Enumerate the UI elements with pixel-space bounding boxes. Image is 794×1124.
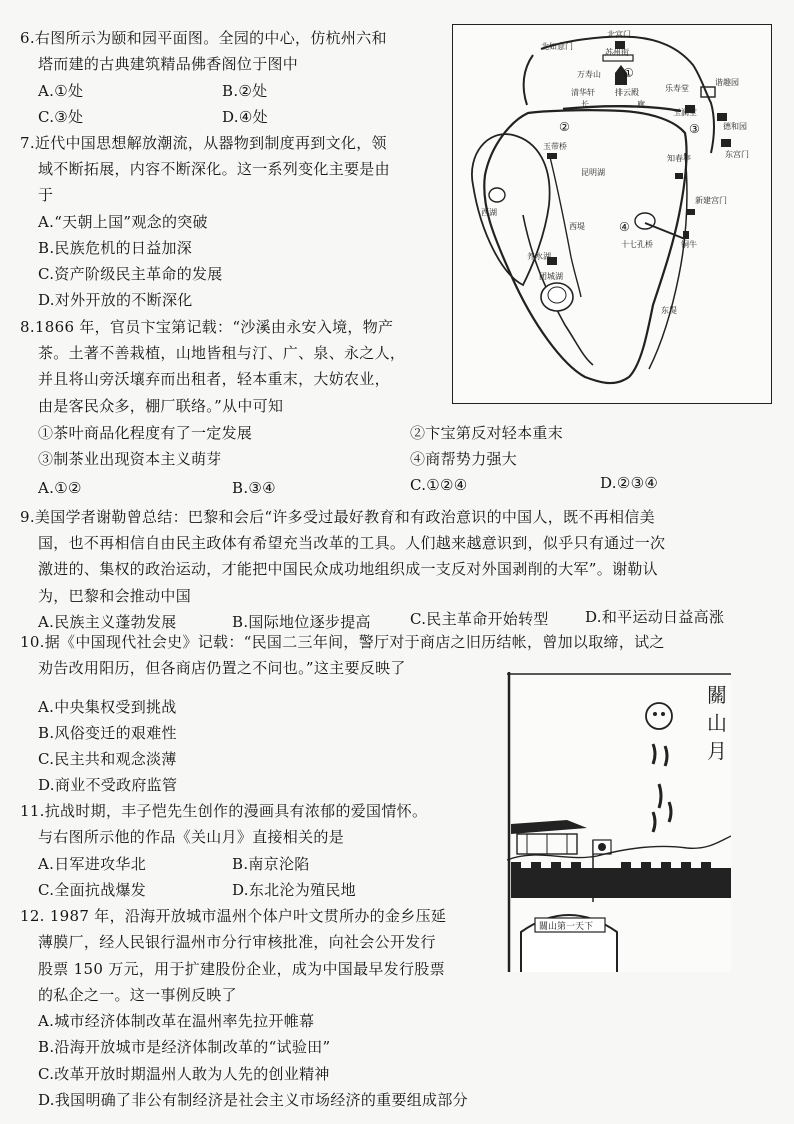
label-yudaiqiao: 玉带桥 <box>543 142 567 151</box>
q10-stem-line2: 劝告改用阳历，但各商店仍置之不问也。”这主要反映了 <box>38 659 406 677</box>
q8-stem-line4: 由是客民众多，棚厂联络。”从中可知 <box>38 397 284 415</box>
q9-stem-line2: 国，也不再相信自由民主政体有希望充当改革的工具。人们越来越意识到，似乎只有通过一次 <box>38 534 666 552</box>
q10-stem-line1: 10.据《中国现代社会史》记载：“民国二三年间，警厅对于商店之旧历结帐，曾加以取缔，试之 <box>20 633 665 651</box>
label-leshoutang: 乐寿堂 <box>665 84 689 93</box>
q9-stem-line1: 9.美国学者谢勒曾总结：巴黎和会后“许多受过最好教育和有政治意识的中国人，既不再相信美 <box>20 508 655 526</box>
moon-eye-left <box>653 712 657 716</box>
label-yangshuihu: 养水湖 <box>527 252 551 261</box>
label-tuanchenghu: 团城湖 <box>539 272 563 281</box>
moon-tear-2 <box>665 746 667 766</box>
q7-stem-line3: 于 <box>38 186 54 204</box>
label-paiyundian: 排云殿 <box>615 88 639 97</box>
q8-statement-3: ③制茶业出现资本主义萌芽 <box>38 450 222 468</box>
label-kunminghu: 昆明湖 <box>581 168 605 177</box>
crenel-9 <box>701 862 711 870</box>
label-yulantang: 玉澜堂 <box>673 108 697 117</box>
q6-stem-line2: 塔而建的古典建筑精品佛香阁位于图中 <box>38 55 299 73</box>
tongniu-mark <box>683 231 689 239</box>
q6-stem-line1: 6.右图所示为颐和园平面图。全园的中心，仿杭州六和 <box>20 29 387 47</box>
crenel-5 <box>621 862 631 870</box>
label-lang: 廊 <box>637 100 645 109</box>
label-tongniu: 铜牛 <box>681 240 697 249</box>
q9-option-d: D.和平运动日益高涨 <box>585 608 725 626</box>
label-qinghuaxuan: 清华轩 <box>571 88 595 97</box>
summer-palace-map-drawing <box>453 25 771 403</box>
q11-option-c: C.全面抗战爆发 <box>38 881 147 899</box>
q8-statement-2: ②卞宝第反对轻本重末 <box>410 424 564 442</box>
moon-icon <box>646 703 672 729</box>
seventeen-arch-bridge <box>645 223 685 239</box>
q9-option-b: B.国际地位逐步提高 <box>232 613 371 631</box>
kunming-lake-outline <box>484 110 686 383</box>
moon-tear-3 <box>659 784 661 808</box>
zhichunting-mark <box>675 173 683 179</box>
label-xidi: 西堤 <box>569 222 585 231</box>
q6-option-b: B.②处 <box>222 82 268 100</box>
q7-option-a: A.“天朝上国”观念的突破 <box>38 213 208 231</box>
q10-option-b: B.风俗变迁的艰难性 <box>38 724 177 742</box>
q11-option-b: B.南京沦陷 <box>232 855 310 873</box>
label-deheyuan: 德和园 <box>723 122 747 131</box>
moon-tear-1 <box>653 744 655 764</box>
q9-stem-line3: 激进的、集权的政治运动，才能把中国民众成功地组织成一支反对外国剥削的大军”。谢勒认 <box>38 560 658 578</box>
label-xiequyuan: 谐趣园 <box>715 78 739 87</box>
label-zhang: 长 <box>581 100 589 109</box>
q12-option-d: D.我国明确了非公有制经济是社会主义市场经济的重要组成部分 <box>38 1091 468 1109</box>
label-donggongmen: 东宫门 <box>725 150 749 159</box>
marker-2: ② <box>559 120 570 134</box>
guanshanyue-cartoon <box>507 672 731 972</box>
label-zhichunting: 知春亭 <box>667 154 691 163</box>
q11-stem-line1: 11.抗战时期，丰子恺先生创作的漫画具有浓郁的爱国情怀。 <box>20 802 428 820</box>
q7-option-c: C.资产阶级民主革命的发展 <box>38 265 223 283</box>
great-wall-band <box>511 868 731 898</box>
moon-tear-4 <box>669 802 671 822</box>
marker-3: ③ <box>689 122 700 136</box>
q6-option-d: D.④处 <box>222 108 268 126</box>
flag-sun <box>598 843 606 851</box>
q8-stem-line2: 茶。土著不善栽植，山地皆租与汀、广、泉、永之人， <box>38 344 406 362</box>
q6-option-a: A.①处 <box>38 82 84 100</box>
q10-option-d: D.商业不受政府监管 <box>38 776 178 794</box>
q12-option-b: B.沿海开放城市是经济体制改革的“试验田” <box>38 1038 331 1056</box>
cartoon-title-char-2: 山 <box>707 711 727 735</box>
label-xinjiangongmen: 新建宫门 <box>695 196 727 205</box>
cartoon-drawing <box>507 672 731 972</box>
q11-stem-line2: 与右图所示他的作品《关山月》直接相关的是 <box>38 828 345 846</box>
west-lake-island <box>489 188 505 202</box>
q8-option-a: A.①② <box>38 479 82 497</box>
marker-4: ④ <box>619 220 630 234</box>
label-beigongmen: 北宫门 <box>607 30 631 39</box>
q9-option-a: A.民族主义蓬勃发展 <box>38 613 177 631</box>
q7-stem-line1: 7.近代中国思想解放潮流，从器物到制度再到文化，领 <box>20 134 387 152</box>
crenel-7 <box>661 862 671 870</box>
q12-stem-line1: 12. 1987 年，沿海开放城市温州个体户叶文贯所办的金乡压延 <box>20 907 447 925</box>
q10-option-a: A.中央集权受到挑战 <box>38 698 177 716</box>
q7-option-b: B.民族危机的日益加深 <box>38 239 193 257</box>
label-dongdi: 东堤 <box>661 306 677 315</box>
q8-statement-1: ①茶叶商品化程度有了一定发展 <box>38 424 253 442</box>
moon-eye-right <box>661 712 665 716</box>
mountain-ridge <box>507 836 731 860</box>
label-xihu: 西湖 <box>481 208 497 217</box>
label-suzhoujie: 苏州街 <box>605 48 629 57</box>
crenel-2 <box>531 862 541 870</box>
yudaiqiao-mark <box>547 153 557 159</box>
q11-option-a: A.日军进攻华北 <box>38 855 147 873</box>
q10-option-c: C.民主共和观念淡薄 <box>38 750 177 768</box>
deheyuan-mark <box>717 113 727 121</box>
crenel-8 <box>681 862 691 870</box>
q9-stem-line4: 为，巴黎和会推动中国 <box>38 587 192 605</box>
gate-tower-roof <box>511 820 587 834</box>
q8-option-b: B.③④ <box>232 479 276 497</box>
q7-stem-line2: 域不断拓展，内容不断深化。这一系列变化主要是由 <box>38 160 390 178</box>
q7-option-d: D.对外开放的不断深化 <box>38 291 193 309</box>
q12-option-c: C.改革开放时期温州人敢为人先的创业精神 <box>38 1065 330 1083</box>
crenel-1 <box>511 862 521 870</box>
q12-stem-line3: 股票 150 万元，用于扩建股份企业，成为中国最早发行股票 <box>38 960 445 978</box>
label-beiruyimen: 北如意门 <box>541 42 573 51</box>
gate-plaque-text: 關山第一天下 <box>539 922 594 932</box>
q12-stem-line2: 薄膜厂，经人民银行温州市分行审核批准，向社会公开发行 <box>38 933 436 951</box>
q8-stem-line3: 并且将山旁沃壤弃而出租者，轻本重末，大妨农业， <box>38 370 390 388</box>
q8-statement-4: ④商帮势力强大 <box>410 450 518 468</box>
q6-option-c: C.③处 <box>38 108 84 126</box>
q8-stem-line1: 8.1866 年，官员卞宝第记载：“沙溪由永安入境，物产 <box>20 318 394 336</box>
crenel-6 <box>641 862 651 870</box>
donggongmen-mark <box>721 139 731 147</box>
label-shiqikongqiao: 十七孔桥 <box>621 240 653 249</box>
west-wall <box>524 55 533 105</box>
moon-tear-5 <box>653 812 655 832</box>
label-wanshoushan: 万寿山 <box>577 70 601 79</box>
q11-option-d: D.东北沦为殖民地 <box>232 881 356 899</box>
marker-1: ① <box>623 66 634 80</box>
xinjiangongmen-mark <box>687 209 695 215</box>
q12-option-a: A.城市经济体制改革在温州率先拉开帷幕 <box>38 1012 315 1030</box>
q8-option-c: C.①②④ <box>410 476 468 494</box>
q9-option-c: C.民主革命开始转型 <box>410 610 549 628</box>
summer-palace-map <box>452 24 772 404</box>
q8-option-d: D.②③④ <box>600 474 659 492</box>
crenel-3 <box>551 862 561 870</box>
q12-stem-line4: 的私企之一。这一事例反映了 <box>38 986 237 1004</box>
cartoon-title-char-1: 關 <box>707 683 727 707</box>
crenel-4 <box>571 862 581 870</box>
cartoon-title-char-3: 月 <box>707 739 727 763</box>
